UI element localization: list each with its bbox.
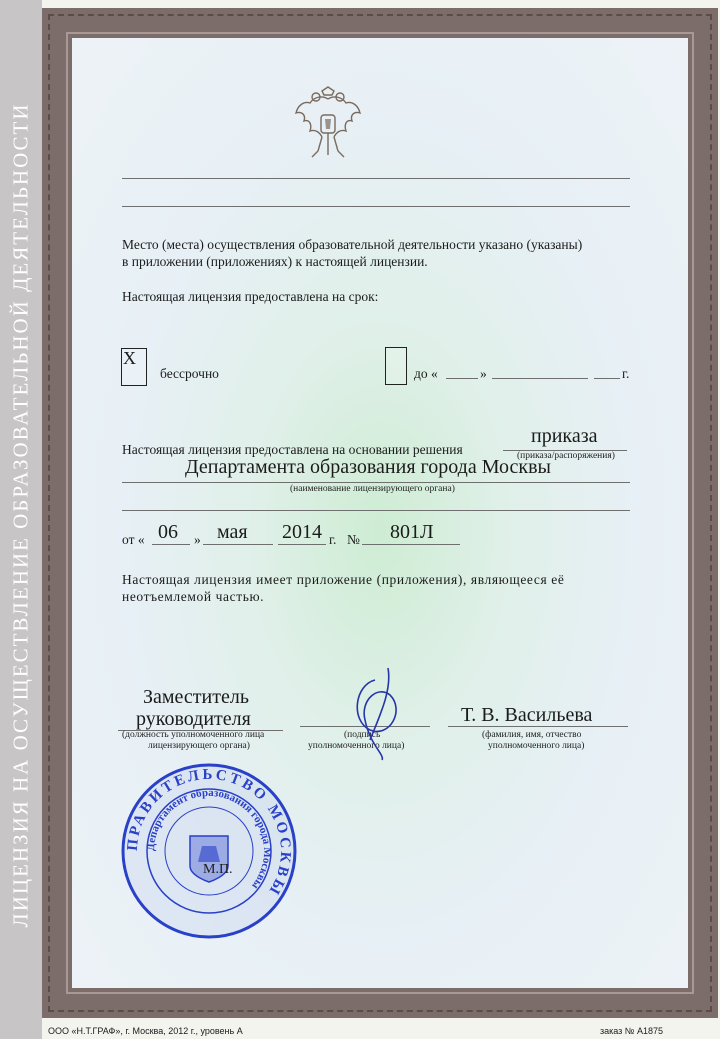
- appendix-line2: неотъемлемой частью.: [122, 589, 265, 604]
- stamp-place: М.П.: [203, 862, 233, 877]
- indefinite-mark: X: [123, 348, 136, 368]
- signer-position-line2: руководителя: [136, 708, 251, 730]
- rule-line: [122, 510, 630, 511]
- rule-line: [122, 178, 630, 179]
- rule-line: [122, 206, 630, 207]
- date-year-line: [278, 544, 326, 545]
- sign-caption-2: уполномоченного лица): [308, 741, 405, 751]
- signer-position-line1: Заместитель: [143, 686, 249, 708]
- position-caption-1: (должность уполномоченного лица: [122, 730, 265, 740]
- until-year-line: [594, 378, 620, 379]
- sign-caption-1: (подпись: [344, 730, 381, 740]
- name-line: [448, 726, 628, 727]
- date-year: 2014: [282, 521, 322, 543]
- date-day-line: [152, 544, 190, 545]
- coat-of-arms-icon: [292, 85, 364, 163]
- position-caption-2: лицензирующего органа): [148, 741, 250, 751]
- decision-caption: (приказа/распоряжения): [517, 451, 615, 461]
- side-title: ЛИЦЕНЗИЯ НА ОСУЩЕСТВЛЕНИЕ ОБРАЗОВАТЕЛЬНОЙ ДЕЯТЕЛЬНОСТИ: [8, 102, 33, 928]
- until-suffix: г.: [622, 366, 630, 381]
- printer-info: ООО «Н.Т.ГРАФ», г. Москва, 2012 г., уровень А: [48, 1026, 243, 1036]
- number-line: [362, 544, 460, 545]
- official-seal: [120, 762, 298, 940]
- license-number: 801Л: [390, 521, 434, 543]
- date-year-suffix: г.: [329, 532, 337, 547]
- decision-type: приказа: [531, 425, 598, 447]
- name-caption-2: уполномоченного лица): [488, 741, 585, 751]
- seal-outer-text: ПРАВИТЕЛЬСТВО МОСКВЫ: [124, 766, 294, 900]
- handwritten-signature: [330, 660, 430, 770]
- date-day: 06: [158, 521, 178, 543]
- side-strip: [0, 0, 42, 1039]
- basis-heading: Настоящая лицензия предоставлена на основании решения: [122, 442, 463, 457]
- until-checkbox: [385, 347, 407, 385]
- until-day-line: [446, 378, 478, 379]
- term-heading: Настоящая лицензия предоставлена на срок:: [122, 289, 379, 304]
- order-number: заказ № А1875: [600, 1026, 663, 1036]
- date-from: от «: [122, 532, 145, 547]
- until-prefix: до «: [414, 366, 438, 381]
- seal-inner-text: Департамент образования города Москвы: [144, 786, 274, 892]
- place-text-line1: Место (места) осуществления образовательной деятельности указано (указаны): [122, 237, 583, 252]
- until-month-line: [492, 378, 588, 379]
- authority-caption: (наименование лицензирующего органа): [290, 484, 455, 494]
- date-close: »: [194, 532, 201, 547]
- name-caption-1: (фамилия, имя, отчество: [482, 730, 582, 740]
- signer-name: Т. В. Васильева: [461, 704, 593, 726]
- indefinite-label: бессрочно: [160, 366, 219, 381]
- until-mid: »: [480, 366, 487, 381]
- authority-line: [122, 482, 630, 483]
- date-month: мая: [217, 521, 248, 543]
- appendix-line1: Настоящая лицензия имеет приложение (приложения), являющееся её: [122, 572, 565, 587]
- date-month-line: [203, 544, 273, 545]
- place-text-line2: в приложении (приложениях) к настоящей лицензии.: [122, 254, 428, 269]
- date-number-sign: №: [347, 532, 360, 547]
- licensing-authority: Департамента образования города Москвы: [185, 456, 551, 478]
